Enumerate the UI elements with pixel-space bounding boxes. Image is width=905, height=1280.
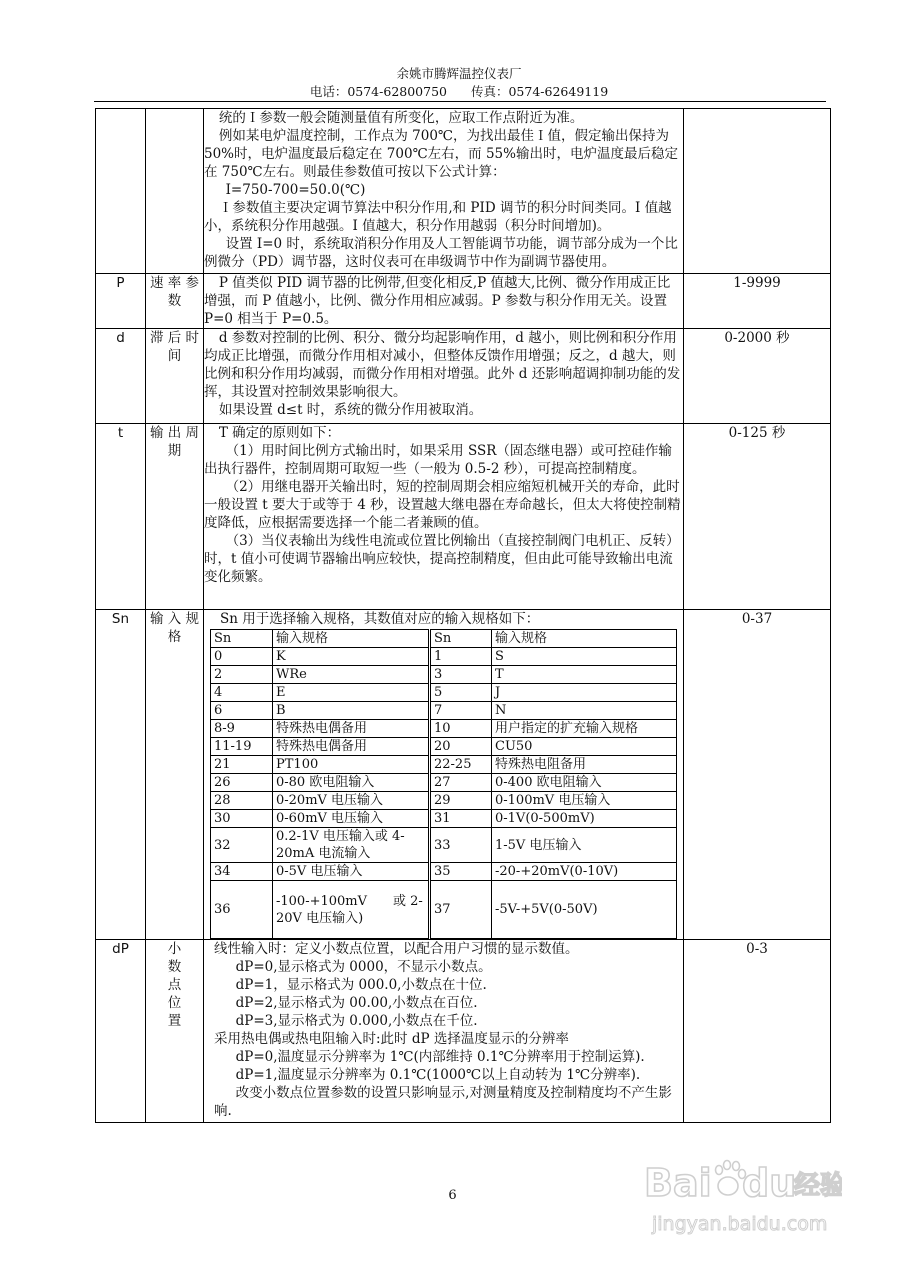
sn-code-cell: 1 [430, 648, 492, 666]
description-cell [204, 274, 684, 329]
sn-code-cell: 4 [211, 684, 273, 702]
sn-spec-cell: E [273, 684, 430, 702]
sn-header: Sn [430, 630, 492, 648]
description-cell [204, 109, 684, 274]
sn-table-row [211, 756, 677, 774]
sn-code-cell: 36 [211, 881, 273, 939]
sn-code-cell: 35 [430, 863, 492, 881]
sn-intro-text: Sn 用于选择输入规格，其数值对应的输入规格如下： [220, 611, 540, 627]
param-name: 速 率 参数 [146, 274, 204, 329]
sn-spec-cell: 0.2-1V 电压输入或 4-20mA 电流输入 [273, 828, 430, 863]
param-name: 小 数 点 位 置 [146, 940, 204, 1123]
description-line: 采用热电偶或热电阻输入时:此时 dP 选择温度显示的分辨率 [214, 1031, 569, 1047]
sn-code-cell: 21 [211, 756, 273, 774]
description-line: 如果设置 d≤t 时，系统的微分作用被取消。 [218, 402, 483, 418]
sn-spec-cell: 0-60mV 电压输入 [273, 810, 430, 828]
sn-code-cell: 37 [430, 881, 492, 939]
sn-code-cell: 6 [211, 702, 273, 720]
baidu-jingyan-watermark [642, 1146, 842, 1246]
sn-spec-cell: 0-400 欧电阻输入 [492, 774, 677, 792]
param-code: Sn [96, 610, 146, 940]
sn-code-cell: 28 [211, 792, 273, 810]
param-code: dP [96, 940, 146, 1123]
description-line: 设置 I=0 时，系统取消积分作用及人工智能调节功能，调节部分成为一个比例微分（PD）调节器，这时仪表可在串级调节中作为副调节器使用。 [204, 236, 678, 270]
sn-table-row [211, 720, 677, 738]
page-number: 6 [448, 1188, 457, 1203]
svg-text:经验: 经验 [794, 1171, 842, 1201]
sn-code-cell: 5 [430, 684, 492, 702]
sn-spec-cell: K [273, 648, 430, 666]
description-line: （3）当仪表输出为线性电流或位置比例输出（直接控制阀门电机正、反转）时，t 值小可使调节器输出响应较快，提高控制精度，但由此可能导致输出电流变化频繁。 [204, 533, 680, 585]
description-line: dP=2,显示格式为 00.00,小数点在百位. [235, 995, 478, 1011]
sn-code-cell: 3 [430, 666, 492, 684]
description-line: dP=0,温度显示分辨率为 1℃(内部维持 0.1℃分辨率用于控制运算). [235, 1049, 645, 1065]
sn-header-row [211, 630, 677, 648]
sn-table-row [211, 738, 677, 756]
description-line: dP=3,显示格式为 0.000,小数点在千位. [235, 1013, 478, 1029]
param-code: P [96, 274, 146, 329]
sn-table-row [211, 684, 677, 702]
description-line: 例如某电炉温度控制，工作点为 700℃，为找出最佳Ｉ值，假定输出保持为 50%时，电炉温度最后稳定在 700℃左右，而 55%输出时，电炉温度最后稳定在 750℃左右。则最佳参数值可按以下公式计算： [204, 128, 678, 180]
param-code: t [96, 424, 146, 610]
sn-code-cell: 34 [211, 863, 273, 881]
table-row-dp [96, 940, 831, 1123]
sn-table-row [211, 666, 677, 684]
sn-spec-cell: 0-1V(0-500mV) [492, 810, 677, 828]
param-range: 0-37 [684, 610, 831, 940]
code-cell [96, 109, 146, 274]
sn-table-row [211, 702, 677, 720]
param-name: 输 入 规格 [146, 610, 204, 940]
param-name: 滞 后 时间 [146, 329, 204, 424]
description-line: T 确定的原则如下： [218, 425, 341, 441]
description-line: （1）用时间比例方式输出时，如果采用 SSR（固态继电器）或可控硅作输出执行器件，控制周期可取短一些（一般为 0.5-2 秒），可提高控制精度。 [204, 443, 672, 477]
sn-spec-table [210, 629, 677, 939]
sn-table-row [211, 881, 677, 939]
sn-spec-cell: -5V-+5V(0-50V) [492, 881, 677, 939]
sn-spec-cell: N [492, 702, 677, 720]
description-line: dP=1，显示格式为 000.0,小数点在十位. [235, 977, 487, 993]
description-line: 统的Ｉ参数一般会随测量值有所变化，应取工作点附近为准。 [218, 110, 584, 126]
sn-spec-cell: 0-80 欧电阻输入 [273, 774, 430, 792]
contact-line [94, 84, 824, 100]
table-row-sn [96, 610, 831, 940]
fax-number: 传真：0574-62649119 [470, 84, 609, 99]
sn-table-row [211, 810, 677, 828]
sn-spec-cell: 特殊热电阻备用 [492, 756, 677, 774]
sn-code-cell: 26 [211, 774, 273, 792]
sn-spec-cell: WRe [273, 666, 430, 684]
formula-line: I=750-700=50.0(℃) [225, 182, 366, 198]
sn-code-cell: 32 [211, 828, 273, 863]
sn-spec-cell: 0-5V 电压输入 [273, 863, 430, 881]
sn-code-cell: 2 [211, 666, 273, 684]
header-divider [94, 101, 826, 102]
table-row-t [96, 424, 831, 610]
sn-table-row [211, 648, 677, 666]
sn-code-cell: 7 [430, 702, 492, 720]
param-range: 0-3 [684, 940, 831, 1123]
svg-text:du: du [742, 1161, 797, 1205]
page-header [94, 66, 824, 100]
sn-table-row [211, 863, 677, 881]
sn-spec-cell: J [492, 684, 677, 702]
parameter-table [95, 108, 831, 1123]
phone-number: 电话：0574-62800750 [309, 84, 447, 99]
sn-code-cell: 10 [430, 720, 492, 738]
sn-table-row [211, 792, 677, 810]
paw-icon [642, 1146, 842, 1246]
description-line: Ｉ参数值主要决定调节算法中积分作用,和 PID 调节的积分时间类同。I 值越小，系统积分作用越强。I 值越大，积分作用越弱（积分时间增加)。 [204, 200, 672, 234]
sn-spec-cell: 特殊热电偶备用 [273, 720, 430, 738]
sn-spec-cell: S [492, 648, 677, 666]
sn-code-cell: 30 [211, 810, 273, 828]
sn-header: 输入规格 [273, 630, 430, 648]
description-line: 线性输入时：定义小数点位置，以配合用户习惯的显示数值。 [214, 941, 579, 957]
description-line: 改变小数点位置参数的设置只影响显示,对测量精度及控制精度均不产生影响. [214, 1085, 672, 1119]
sn-code-cell: 27 [430, 774, 492, 792]
description-line: d 参数对控制的比例、积分、微分均起影响作用，d 越小，则比例和积分作用均成正比增强，而微分作用相对减小，但整体反馈作用增强；反之，d 越大，则比例和积分作用均减弱，而微分作用相对增强。此外 d 还影响超调抑制功能的发挥，其设置对控制效果影响很大。 [204, 330, 681, 400]
sn-spec-cell: T [492, 666, 677, 684]
sn-code-cell: 0 [211, 648, 273, 666]
svg-text:Bai: Bai [644, 1161, 712, 1205]
param-range: 1-9999 [684, 274, 831, 329]
company-name: 余姚市腾辉温控仪表厂 [396, 66, 522, 81]
sn-table-row [211, 774, 677, 792]
param-code: d [96, 329, 146, 424]
description-cell [204, 329, 684, 424]
param-range: 0-2000 秒 [684, 329, 831, 424]
sn-header: Sn [211, 630, 273, 648]
sn-code-cell: 11-19 [211, 738, 273, 756]
sn-spec-cell: -20-+20mV(0-10V) [492, 863, 677, 881]
sn-spec-cell: PT100 [273, 756, 430, 774]
description-cell [204, 424, 684, 610]
sn-spec-cell: 特殊热电偶备用 [273, 738, 430, 756]
sn-spec-cell: 0-20mV 电压输入 [273, 792, 430, 810]
param-name: 输 出 周期 [146, 424, 204, 610]
description-line: （2）用继电器开关输出时，短的控制周期会相应缩短机械开关的寿命，此时一般设置 t 要大于或等于 4 秒，设置越大继电器在寿命越长，但太大将使控制精度降低，应根据需要选择一个能二者兼顾的值。 [204, 479, 681, 531]
name-cell [146, 109, 204, 274]
table-row-d [96, 329, 831, 424]
sn-spec-cell: B [273, 702, 430, 720]
sn-code-cell: 33 [430, 828, 492, 863]
sn-code-cell: 8-9 [211, 720, 273, 738]
table-row-p [96, 274, 831, 329]
description-line: dP=0,显示格式为 0000，不显示小数点。 [235, 959, 492, 975]
sn-code-cell: 22-25 [430, 756, 492, 774]
sn-code-cell: 29 [430, 792, 492, 810]
sn-header: 输入规格 [492, 630, 677, 648]
sn-code-cell: 20 [430, 738, 492, 756]
sn-spec-cell: -100-+100mV 或 2-20V 电压输入) [273, 881, 430, 939]
description-cell [204, 940, 684, 1123]
description-line: dP=1,温度显示分辨率为 0.1℃(1000℃以上自动转为 1℃分辨率). [235, 1067, 641, 1083]
sn-spec-cell: 1-5V 电压输入 [492, 828, 677, 863]
table-row-i-continued [96, 109, 831, 274]
param-range: 0-125 秒 [684, 424, 831, 610]
watermark-url: jingyan.baidu.com [652, 1213, 828, 1235]
description-text: P 值类似 PID 调节器的比例带,但变化相反,P 值越大,比例、微分作用成正比增强，而 P 值越小，比例、微分作用相应减弱。P 参数与积分作用无关。设置 P=0 相当于 P=0.5。 [204, 275, 671, 327]
range-cell [684, 109, 831, 274]
sn-spec-cell: 0-100mV 电压输入 [492, 792, 677, 810]
sn-table-row [211, 828, 677, 863]
description-cell [204, 610, 684, 940]
sn-spec-cell: 用户指定的扩充输入规格 [492, 720, 677, 738]
sn-code-cell: 31 [430, 810, 492, 828]
sn-spec-cell: CU50 [492, 738, 677, 756]
